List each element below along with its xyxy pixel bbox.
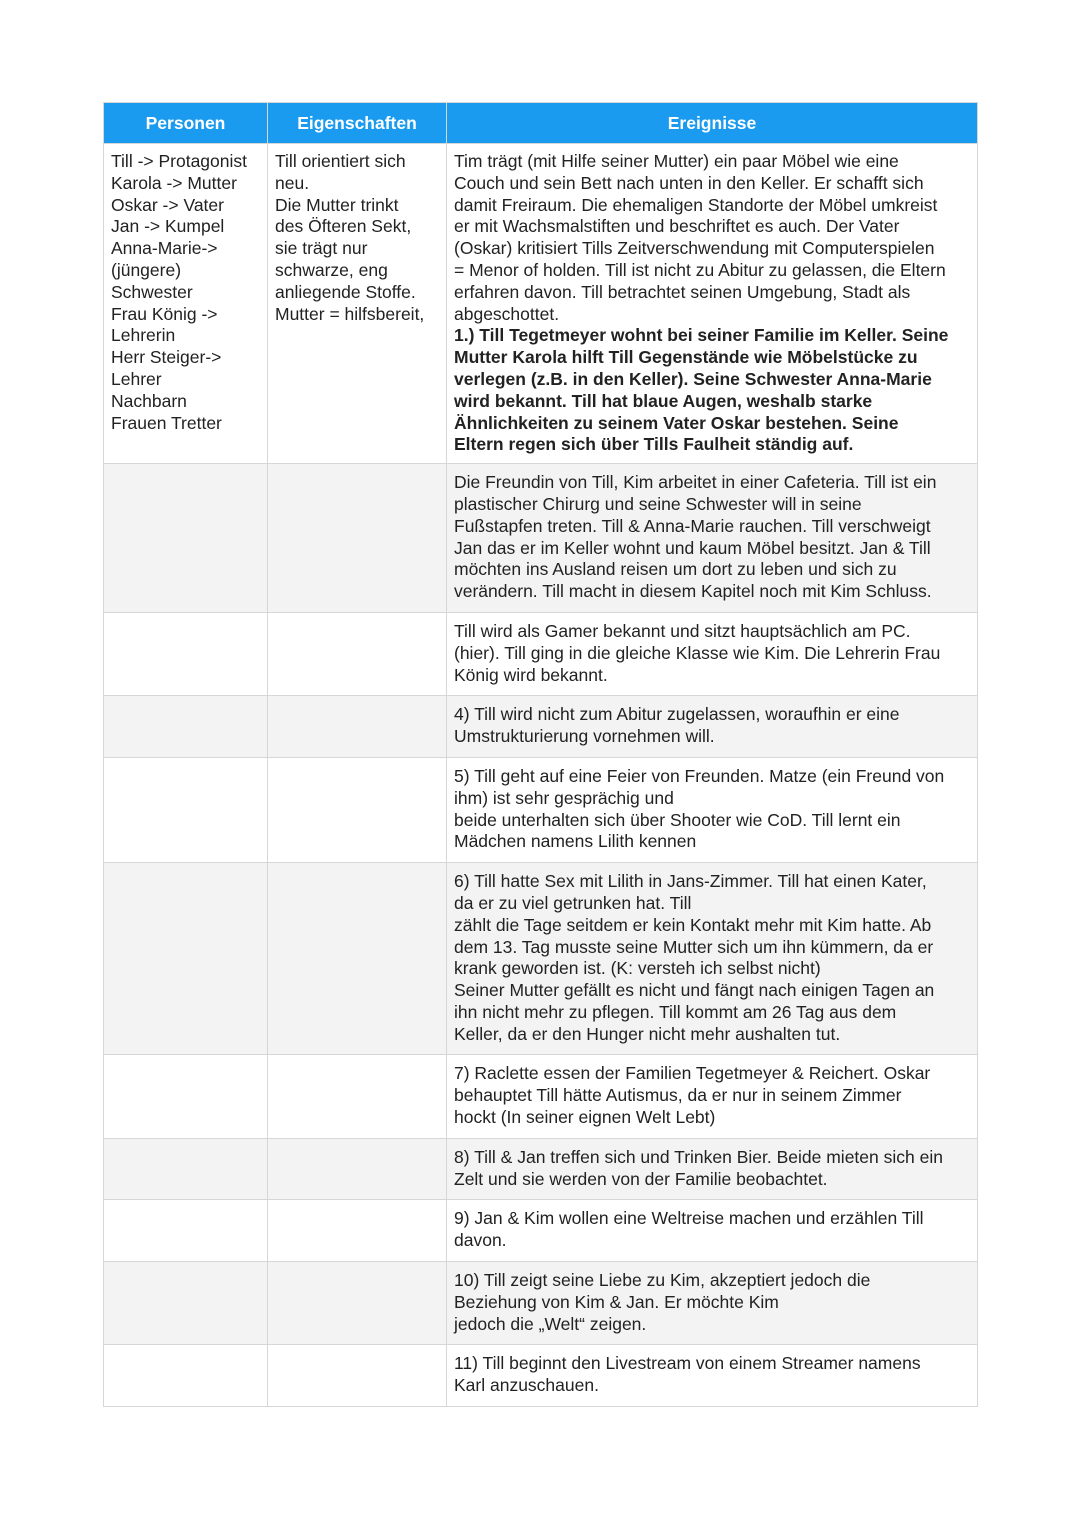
personen-cell (104, 1345, 268, 1407)
ereignisse-cell: 6) Till hatte Sex mit Lilith in Jans-Zimmer. Till hat einen Kater, da er zu viel getrunken hat. Till zählt die Tage seitdem er kein Kontakt mehr mit Kim hatte. Ab dem 13. Tag musste seine Mutter sich um ihn kümmern, da er krank geworden ist. (K: versteh ich selbst nicht) Seiner Mutter gefällt es nicht und fängt nach einigen Tagen an ihn nicht mehr zu pflegen. Till kommt am 26 Tag aus dem Keller, da er den Hunger nicht mehr aushalten tut. (447, 863, 978, 1055)
ereignisse-cell: 9) Jan & Kim wollen eine Weltreise machen und erzählen Till davon. (447, 1200, 978, 1262)
table-row (104, 1345, 978, 1407)
eigenschaften-cell (268, 1262, 447, 1345)
ereignisse-cell: 8) Till & Jan treffen sich und Trinken Bier. Beide mieten sich ein Zelt und sie werden von der Familie beobachtet. (447, 1138, 978, 1200)
eigenschaften-cell (268, 1200, 447, 1262)
header-eigenschaften: Eigenschaften (268, 103, 447, 144)
ereignisse-cell: 5) Till geht auf eine Feier von Freunden. Matze (ein Freund von ihm) ist sehr gesprächig und beide unterhalten sich über Shooter wie CoD. Till lernt ein Mädchen namens Lilith kennen (447, 757, 978, 862)
ereignisse-text: Tim trägt (mit Hilfe seiner Mutter) ein paar Möbel wie eine Couch und sein Bett nach unten in den Keller. Er schafft sich damit Freiraum. Die ehemaligen Standorte der Möbel umkreist er mit Wachsmalstiften und beschriftet es auch. Der Vater (Oskar) kritisiert Tills Zeitverschwendung mit Computerspielen = Menor of holden. Till ist nicht zu Abitur zu gelassen, die Eltern erfahren davon. Till betrachtet seinen Umgebung, Stadt als abgeschottet. (454, 151, 946, 324)
header-personen: Personen (104, 103, 268, 144)
table-row (104, 1138, 978, 1200)
eigenschaften-cell (268, 464, 447, 613)
events-table (103, 102, 978, 1407)
ereignisse-summary: 1.) Till Tegetmeyer wohnt bei seiner Familie im Keller. Seine Mutter Karola hilft Till Gegenstände wie Möbelstücke zu verlegen (z.B. in den Keller). Seine Schwester Anna-Marie wird bekannt. Till hat blaue Augen, weshalb starke Ähnlichkeiten zu seinem Vater Oskar bestehen. Seine Eltern regen sich über Tills Faulheit ständig auf. (454, 325, 949, 455)
table-row (104, 1200, 978, 1262)
table-row (104, 696, 978, 758)
ereignisse-cell: 10) Till zeigt seine Liebe zu Kim, akzeptiert jedoch die Beziehung von Kim & Jan. Er möchte Kim jedoch die „Welt“ zeigen. (447, 1262, 978, 1345)
table-row (104, 757, 978, 862)
ereignisse-cell: Till wird als Gamer bekannt und sitzt hauptsächlich am PC. (hier). Till ging in die gleiche Klasse wie Kim. Die Lehrerin Frau König wird bekannt. (447, 612, 978, 695)
ereignisse-cell: 4) Till wird nicht zum Abitur zugelassen, woraufhin er eine Umstrukturierung vornehmen will. (447, 696, 978, 758)
header-row (104, 103, 978, 144)
ereignisse-cell: Die Freundin von Till, Kim arbeitet in einer Cafeteria. Till ist ein plastischer Chirurg und seine Schwester will in seine Fußstapfen treten. Till & Anna-Marie rauchen. Till verschweigt Jan das er im Keller wohnt und kaum Möbel besitzt. Jan & Till möchten ins Ausland reisen um dort zu leben und sich zu verändern. Till macht in diesem Kapitel noch mit Kim Schluss. (447, 464, 978, 613)
table-row (104, 144, 978, 464)
table-row (104, 1262, 978, 1345)
eigenschaften-cell: Till orientiert sich neu. Die Mutter trinkt des Öfteren Sekt, sie trägt nur schwarze, eng anliegende Stoffe. Mutter = hilfsbereit, (268, 144, 447, 464)
personen-cell (104, 1055, 268, 1138)
table-row (104, 863, 978, 1055)
ereignisse-cell: 7) Raclette essen der Familien Tegetmeyer & Reichert. Oskar behauptet Till hätte Autismus, da er nur in seinem Zimmer hockt (In seiner eignen Welt Lebt) (447, 1055, 978, 1138)
table-row (104, 1055, 978, 1138)
eigenschaften-cell (268, 696, 447, 758)
personen-cell (104, 464, 268, 613)
header-ereignisse: Ereignisse (447, 103, 978, 144)
table-row (104, 464, 978, 613)
personen-cell (104, 696, 268, 758)
ereignisse-cell: 11) Till beginnt den Livestream von einem Streamer namens Karl anzuschauen. (447, 1345, 978, 1407)
eigenschaften-cell (268, 1138, 447, 1200)
eigenschaften-cell (268, 757, 447, 862)
personen-cell (104, 612, 268, 695)
personen-cell (104, 1200, 268, 1262)
personen-cell (104, 863, 268, 1055)
personen-cell (104, 1138, 268, 1200)
ereignisse-cell (447, 144, 978, 464)
table-row (104, 612, 978, 695)
personen-cell: Till -> Protagonist Karola -> Mutter Oskar -> Vater Jan -> Kumpel Anna-Marie-> (jüngere) Schwester Frau König -> Lehrerin Herr Steiger-> Lehrer Nachbarn Frauen Tretter (104, 144, 268, 464)
eigenschaften-cell (268, 1055, 447, 1138)
personen-cell (104, 757, 268, 862)
eigenschaften-cell (268, 863, 447, 1055)
personen-cell (104, 1262, 268, 1345)
eigenschaften-cell (268, 1345, 447, 1407)
eigenschaften-cell (268, 612, 447, 695)
